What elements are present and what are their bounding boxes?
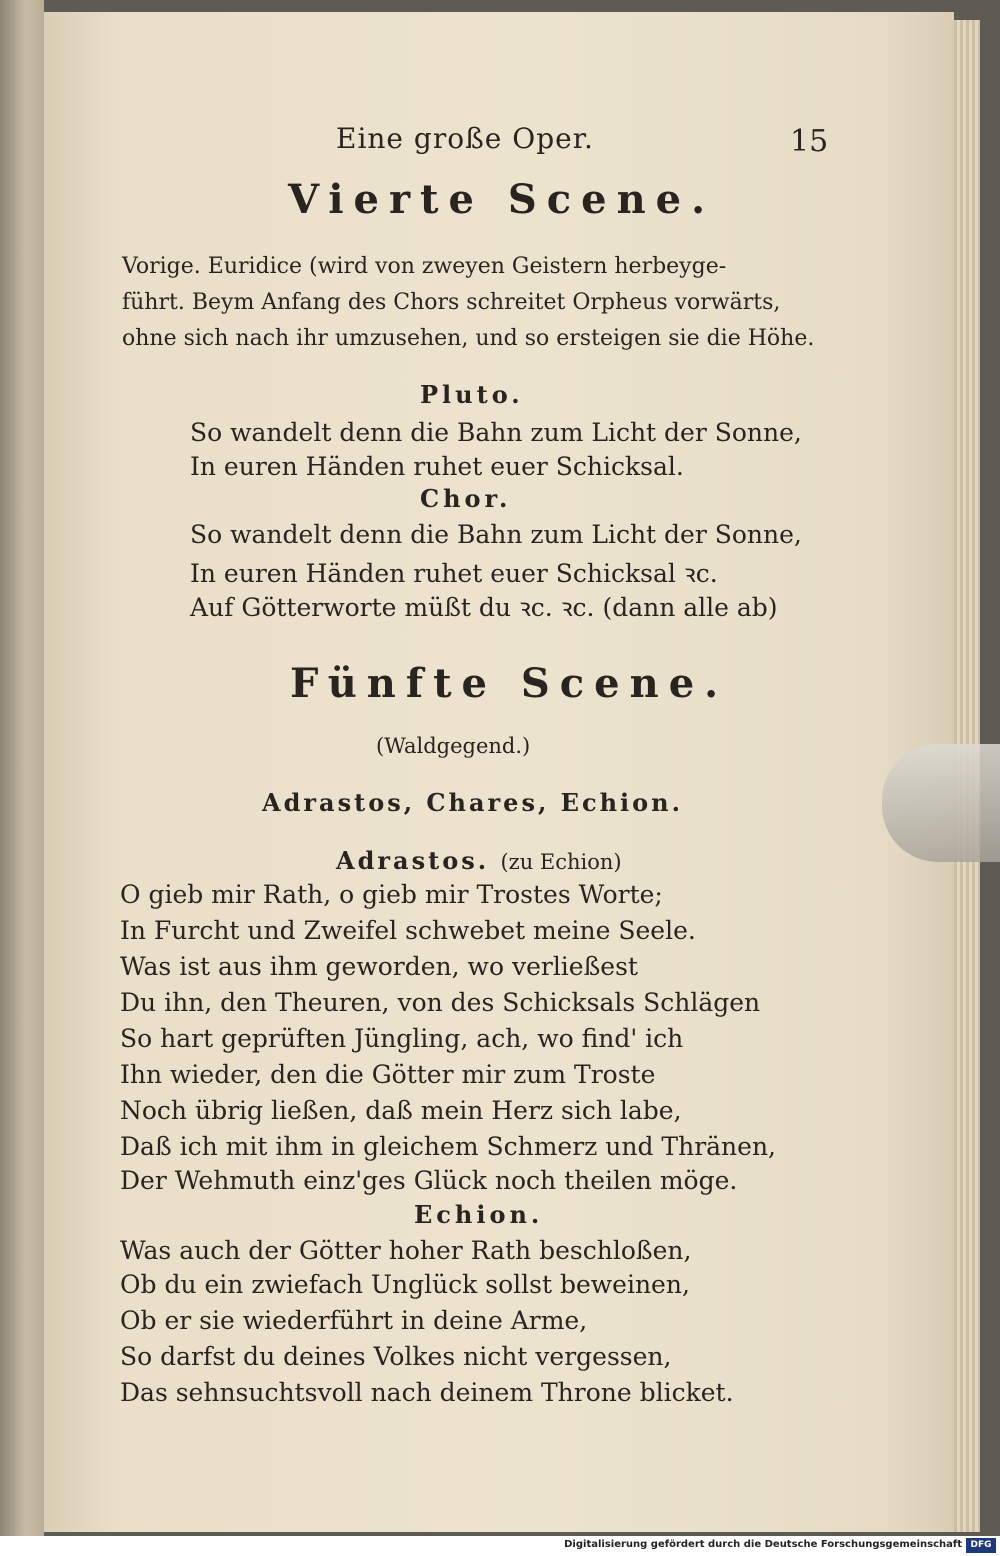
speaker-label: Adrastos. bbox=[336, 846, 490, 875]
stage-direction-line: Vorige. Euridice (wird von zweyen Geistern herbeyge- bbox=[122, 254, 727, 279]
verse-line: Was auch der Götter hoher Rath beschloßen, bbox=[120, 1236, 692, 1265]
running-title: Eine große Oper. bbox=[336, 122, 594, 155]
verse-line: Was ist aus ihm geworden, wo verließest bbox=[120, 952, 638, 981]
verse-line: In Furcht und Zweifel schwebet meine Seele. bbox=[120, 916, 696, 945]
verse-line: In euren Händen ruhet euer Schicksal. bbox=[190, 452, 684, 481]
scene-title: Vierte Scene. bbox=[288, 176, 716, 223]
verse-line: In euren Händen ruhet euer Schicksal ꝛc. bbox=[190, 559, 718, 588]
verse-line: So wandelt denn die Bahn zum Licht der Sonne, bbox=[190, 418, 802, 447]
verse-line: Der Wehmuth einz'ges Glück noch theilen möge. bbox=[120, 1166, 738, 1195]
verse-line: So darfst du deines Volkes nicht vergessen, bbox=[120, 1342, 672, 1371]
verse-line: O gieb mir Rath, o gieb mir Trostes Worte; bbox=[120, 880, 663, 909]
verse-line: Du ihn, den Theuren, von des Schicksals Schlägen bbox=[120, 988, 761, 1017]
speaker-name: Echion. bbox=[414, 1200, 544, 1229]
verse-line: So wandelt denn die Bahn zum Licht der Sonne, bbox=[190, 520, 802, 549]
verse-line: Daß ich mit ihm in gleichem Schmerz und Thränen, bbox=[120, 1132, 776, 1161]
stage-direction-line: führt. Beym Anfang des Chors schreitet Orpheus vorwärts, bbox=[122, 290, 781, 315]
verse-line: So hart geprüften Jüngling, ach, wo find' ich bbox=[120, 1024, 684, 1053]
adjacent-page-edge bbox=[0, 0, 44, 1540]
stage-direction-line: ohne sich nach ihr umzusehen, und so ersteigen sie die Höhe. bbox=[122, 326, 815, 351]
book-page bbox=[44, 12, 954, 1532]
verse-line: Das sehnsuchtsvoll nach deinem Throne blicket. bbox=[120, 1378, 734, 1407]
verse-line: Auf Götterworte müßt du ꝛc. ꝛc. (dann alle ab) bbox=[190, 593, 778, 622]
speaker-name: Pluto. bbox=[420, 380, 524, 409]
page-clip-tab bbox=[882, 744, 1000, 862]
verse-line: Ihn wieder, den die Götter mir zum Troste bbox=[120, 1060, 656, 1089]
verse-line: Ob du ein zwiefach Unglück sollst beweinen, bbox=[120, 1270, 690, 1299]
funding-credit: Digitalisierung gefördert durch die Deutsche Forschungsgemeinschaft bbox=[564, 1539, 962, 1550]
scene-persons: Adrastos, Chares, Echion. bbox=[262, 788, 683, 817]
speaker-name: Chor. bbox=[420, 484, 512, 513]
verse-line: Noch übrig ließen, daß mein Herz sich labe, bbox=[120, 1096, 682, 1125]
stage-aside: (zu Echion) bbox=[500, 850, 622, 874]
verse-line: Ob er sie wiederführt in deine Arme, bbox=[120, 1306, 588, 1335]
dfg-logo-icon: DFG bbox=[966, 1538, 996, 1553]
scene-title: Fünfte Scene. bbox=[290, 660, 729, 707]
speaker-name bbox=[336, 846, 622, 875]
scene-setting: (Waldgegend.) bbox=[376, 734, 531, 758]
page-number: 15 bbox=[790, 124, 829, 159]
footer-bar bbox=[0, 1536, 1000, 1556]
